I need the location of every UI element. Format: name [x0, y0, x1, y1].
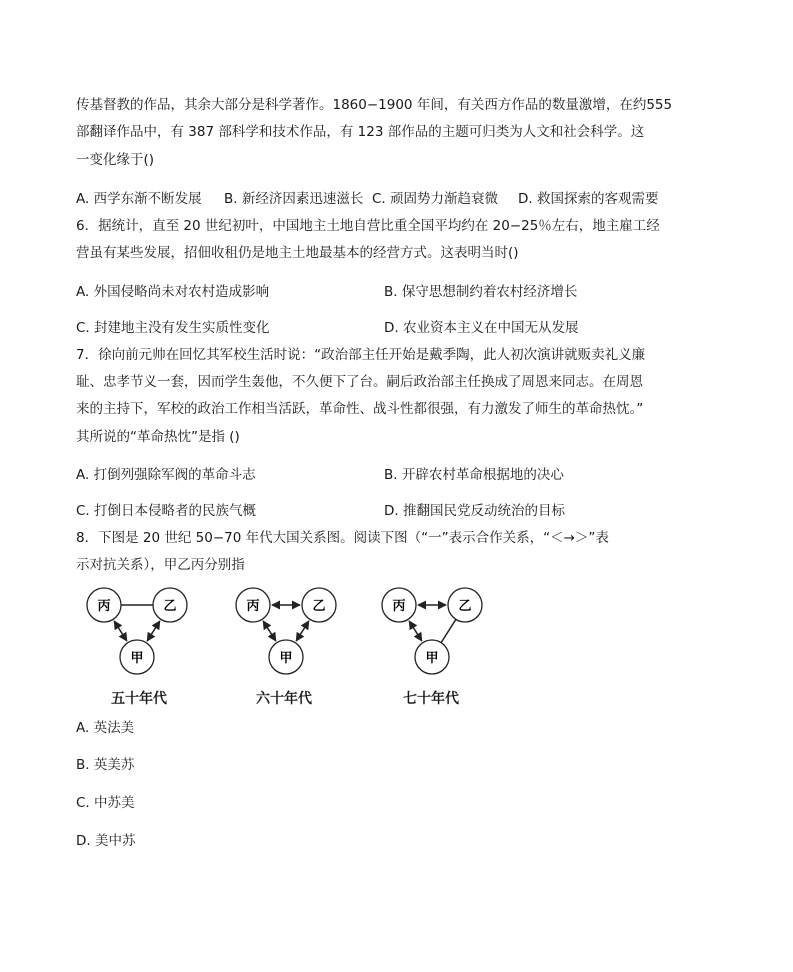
q7-stem-line-2: 耻、忠孝节义一套，因而学生轰他，不久便下了台。嗣后政治部主任换成了周恩来同志。在周恩: [76, 374, 643, 390]
q7-stem-line-1: 7．徐向前元帅在回忆其军校生活时说：“政治部主任开始是戴季陶，此人初次演讲就贩卖礼义廉: [76, 347, 646, 363]
node-label-c: 甲: [425, 651, 439, 666]
q5-option-b[interactable]: B. 新经济因素迅速滋长: [224, 191, 364, 207]
q8-stem-line-2: 示对抗关系），甲乙丙分别指: [76, 557, 245, 573]
q6-stem-line-2: 营虽有某些发展，招佃收租仍是地主土地最基本的经营方式。这表明当时(): [76, 245, 519, 261]
q5-option-c[interactable]: C. 顽固势力渐趋衰微: [372, 191, 499, 207]
relation-line-bing-jia: [263, 621, 276, 641]
q8-option-c[interactable]: C. 中苏美: [76, 795, 135, 811]
relation-line-bing-jia: [409, 621, 422, 641]
diagram-caption-1950s: 五十年代: [111, 691, 167, 707]
node-label-b: 乙: [458, 599, 472, 614]
q7-option-c[interactable]: C. 打倒日本侵略者的民族气概: [76, 503, 257, 519]
node-label-b: 乙: [312, 599, 326, 614]
q8-stem-line-1: 8．下图是 20 世纪 50−70 年代大国关系图。阅读下图（“一”表示合作关系，“＜→＞”表: [76, 530, 609, 546]
relation-line-yi-jia: [147, 621, 160, 641]
node-label-a: 丙: [97, 599, 111, 614]
q8-option-a[interactable]: A. 英法美: [76, 720, 135, 736]
q6-option-d[interactable]: D. 农业资本主义在中国无从发展: [384, 320, 579, 336]
node-label-c: 甲: [279, 651, 293, 666]
node-label-c: 甲: [130, 651, 144, 666]
q7-stem-line-4: 其所说的“革命热忱”是指 (): [76, 429, 240, 445]
relation-line-yi-jia: [441, 619, 456, 642]
relation-line-yi-jia: [296, 621, 309, 641]
q5-option-d[interactable]: D. 救国探索的客观需要: [518, 191, 659, 207]
q8-option-d[interactable]: D. 美中苏: [76, 833, 136, 849]
node-label-a: 丙: [246, 599, 260, 614]
q5-option-a[interactable]: A. 西学东渐不断发展: [76, 191, 202, 207]
q7-option-b[interactable]: B. 开辟农村革命根据地的决心: [384, 467, 564, 483]
q6-stem-line-1: 6．据统计，直至 20 世纪初叶，中国地主土地自营比重全国平均约在 20−25％左右，地主雇工经: [76, 218, 660, 234]
relation-diagram-1970s: [375, 585, 495, 680]
q8-option-b[interactable]: B. 英美苏: [76, 757, 135, 773]
diagram-caption-1970s: 七十年代: [403, 691, 459, 707]
q7-option-d[interactable]: D. 推翻国民党反动统治的目标: [384, 503, 565, 519]
q7-option-a[interactable]: A. 打倒列强除军阀的革命斗志: [76, 467, 256, 483]
intro-line-3: 一变化缘于(): [76, 152, 155, 168]
q6-option-c[interactable]: C. 封建地主没有发生实质性变化: [76, 320, 270, 336]
intro-line-2: 部翻译作品中，有 387 部科学和技术作品，有 123 部作品的主题可归类为人文和社会科学。这: [76, 124, 645, 140]
diagram-caption-1960s: 六十年代: [256, 691, 312, 707]
relation-line-bing-jia: [114, 621, 127, 641]
q7-stem-line-3: 来的主持下，军校的政治工作相当活跃，革命性、战斗性都很强，有力激发了师生的革命热忱。”: [76, 401, 644, 417]
node-label-b: 乙: [163, 599, 177, 614]
q6-option-a[interactable]: A. 外国侵略尚未对农村造成影响: [76, 284, 270, 300]
intro-line-1: 传基督教的作品，其余大部分是科学著作。1860−1900 年间，有关西方作品的数量激增，在约555: [76, 97, 673, 113]
node-label-a: 丙: [392, 599, 406, 614]
relation-diagram-1950s: [80, 585, 200, 680]
q6-option-b[interactable]: B. 保守思想制约着农村经济增长: [384, 284, 578, 300]
relation-diagram-1960s: [229, 585, 349, 680]
